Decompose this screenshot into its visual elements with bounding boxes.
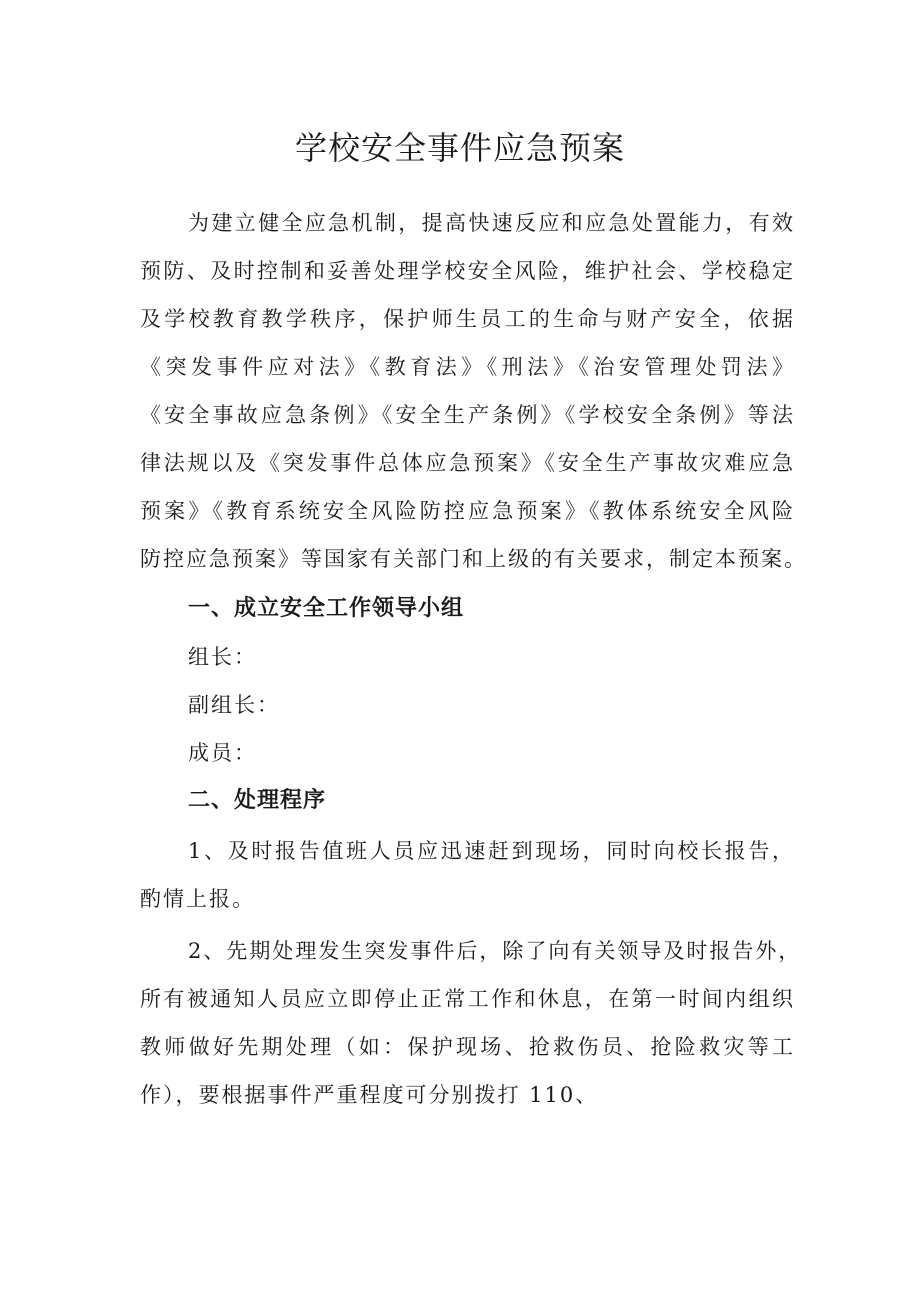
- item1-line: 酌情上报。: [140, 887, 255, 911]
- intro-line: 为建立健全应急机制，提高快速反应和应急处置能力，有效: [188, 211, 795, 235]
- intro-line: 《安全事故应急条例》《安全生产条例》《学校安全条例》等法: [140, 403, 795, 427]
- intro-paragraph: [140, 199, 807, 583]
- members-field: 成员：: [188, 741, 257, 765]
- deputy-leader-field: 副组长：: [188, 693, 280, 717]
- procedure-item-1: [140, 827, 795, 923]
- intro-line: 律法规以及《突发事件总体应急预案》《安全生产事故灾难应急: [140, 451, 795, 475]
- intro-line: 《突发事件应对法》《教育法》《刑法》《治安管理处罚法》: [140, 355, 795, 379]
- item2-line: 2、先期处理发生突发事件后，除了向有关领导及时报告外，: [188, 939, 802, 963]
- item1-line: 1、及时报告值班人员应迅速赶到现场，同时向校长报告，: [188, 839, 795, 863]
- section1-heading: 一、成立安全工作领导小组: [188, 596, 465, 621]
- intro-line: 及学校教育教学秩序，保护师生员工的生命与财产安全，依据: [140, 307, 795, 331]
- procedure-item-2: [140, 927, 802, 1119]
- intro-line: 防控应急预案》等国家有关部门和上级的有关要求，制定本预案。: [140, 547, 807, 571]
- leader-field: 组长：: [188, 645, 257, 669]
- item2-line: 作），要根据事件严重程度可分别拨打 110、: [140, 1083, 599, 1107]
- intro-line: 预案》《教育系统安全风险防控应急预案》《教体系统安全风险: [140, 499, 795, 523]
- section2-heading: 二、处理程序: [188, 788, 327, 813]
- item2-line: 所有被通知人员应立即停止正常工作和休息，在第一时间内组织: [140, 987, 795, 1011]
- document-title: 学校安全事件应急预案: [294, 129, 625, 167]
- intro-line: 预防、及时控制和妥善处理学校安全风险，维护社会、学校稳定: [140, 259, 795, 283]
- item2-line: 教师做好先期处理（如：保护现场、抢救伤员、抢险救灾等工: [140, 1035, 795, 1059]
